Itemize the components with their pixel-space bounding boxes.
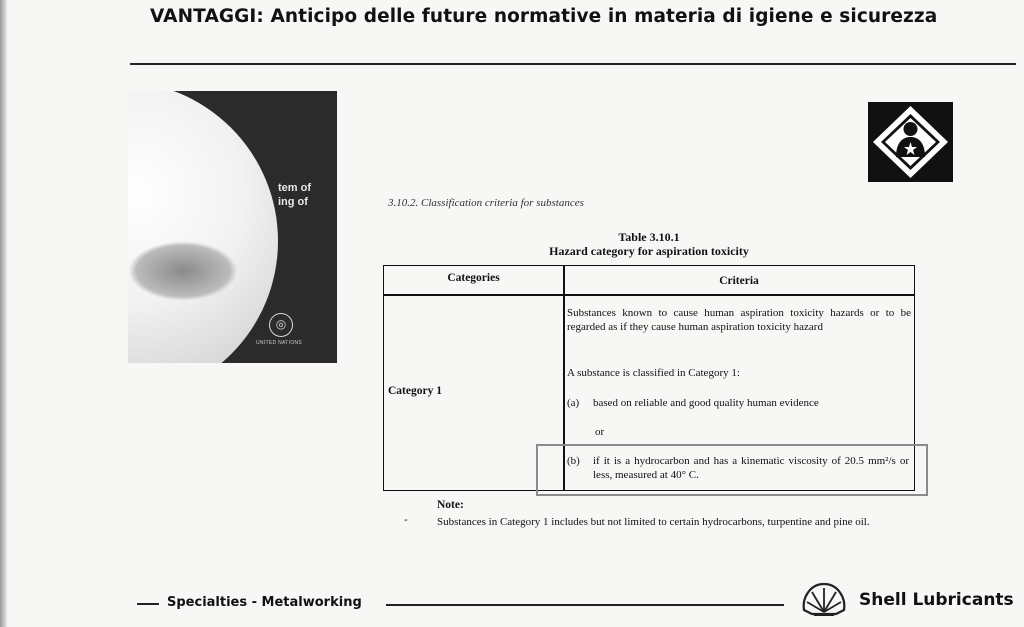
book-title-line-2: ing of bbox=[278, 196, 308, 208]
table-header-divider bbox=[384, 294, 914, 296]
page-edge bbox=[0, 0, 7, 627]
slide-title: VANTAGGI: Anticipo delle future normative in materia di igiene e sicurezza bbox=[150, 6, 938, 27]
note-text: Substances in Category 1 includes but not limited to certain hydrocarbons, turpentine and pine oil. bbox=[437, 516, 870, 528]
footer-divider bbox=[386, 604, 784, 606]
book-cover-image bbox=[128, 91, 337, 363]
item-a-text: based on reliable and good quality human evidence bbox=[593, 397, 819, 409]
note-label: Note: bbox=[437, 499, 464, 511]
book-title-line-1: tem of bbox=[278, 182, 311, 194]
book-cover-title bbox=[278, 181, 311, 209]
column-header-categories: Categories bbox=[447, 272, 500, 284]
item-b-text: if it is a hydrocarbon and has a kinematic viscosity of 20.5 mm²/s or less, measured at 40° C. bbox=[593, 455, 909, 481]
table-number: Table 3.10.1 bbox=[618, 230, 680, 244]
criteria-intro: Substances known to cause human aspiration toxicity hazards or to be regarded as if they cause human aspiration toxicity hazard bbox=[567, 307, 911, 333]
footer-section-label: Specialties - Metalworking bbox=[167, 595, 362, 610]
highlight-box bbox=[536, 444, 928, 496]
column-header-criteria: Criteria bbox=[719, 275, 759, 287]
globe-continent bbox=[128, 241, 238, 301]
footer-dash bbox=[137, 603, 159, 605]
section-heading: 3.10.2. Classification criteria for substances bbox=[388, 197, 584, 209]
criteria-connector: or bbox=[595, 426, 605, 438]
shell-logo-icon bbox=[800, 580, 848, 623]
book-publisher: UNITED NATIONS bbox=[256, 340, 303, 346]
table-title bbox=[383, 230, 915, 258]
globe-graphic bbox=[128, 91, 278, 363]
footer-brand: Shell Lubricants bbox=[859, 590, 1014, 610]
health-hazard-icon bbox=[868, 102, 953, 182]
item-a-letter: (a) bbox=[567, 397, 580, 409]
title-divider bbox=[130, 63, 1016, 65]
item-b-letter: (b) bbox=[567, 455, 580, 467]
note-bullet: - bbox=[404, 514, 408, 526]
criteria-classified: A substance is classified in Category 1: bbox=[567, 367, 740, 379]
criteria-item-a bbox=[567, 396, 911, 410]
category-cell: Category 1 bbox=[388, 385, 442, 397]
un-emblem-icon: ◎ bbox=[269, 313, 293, 337]
table-caption: Hazard category for aspiration toxicity bbox=[549, 244, 749, 258]
